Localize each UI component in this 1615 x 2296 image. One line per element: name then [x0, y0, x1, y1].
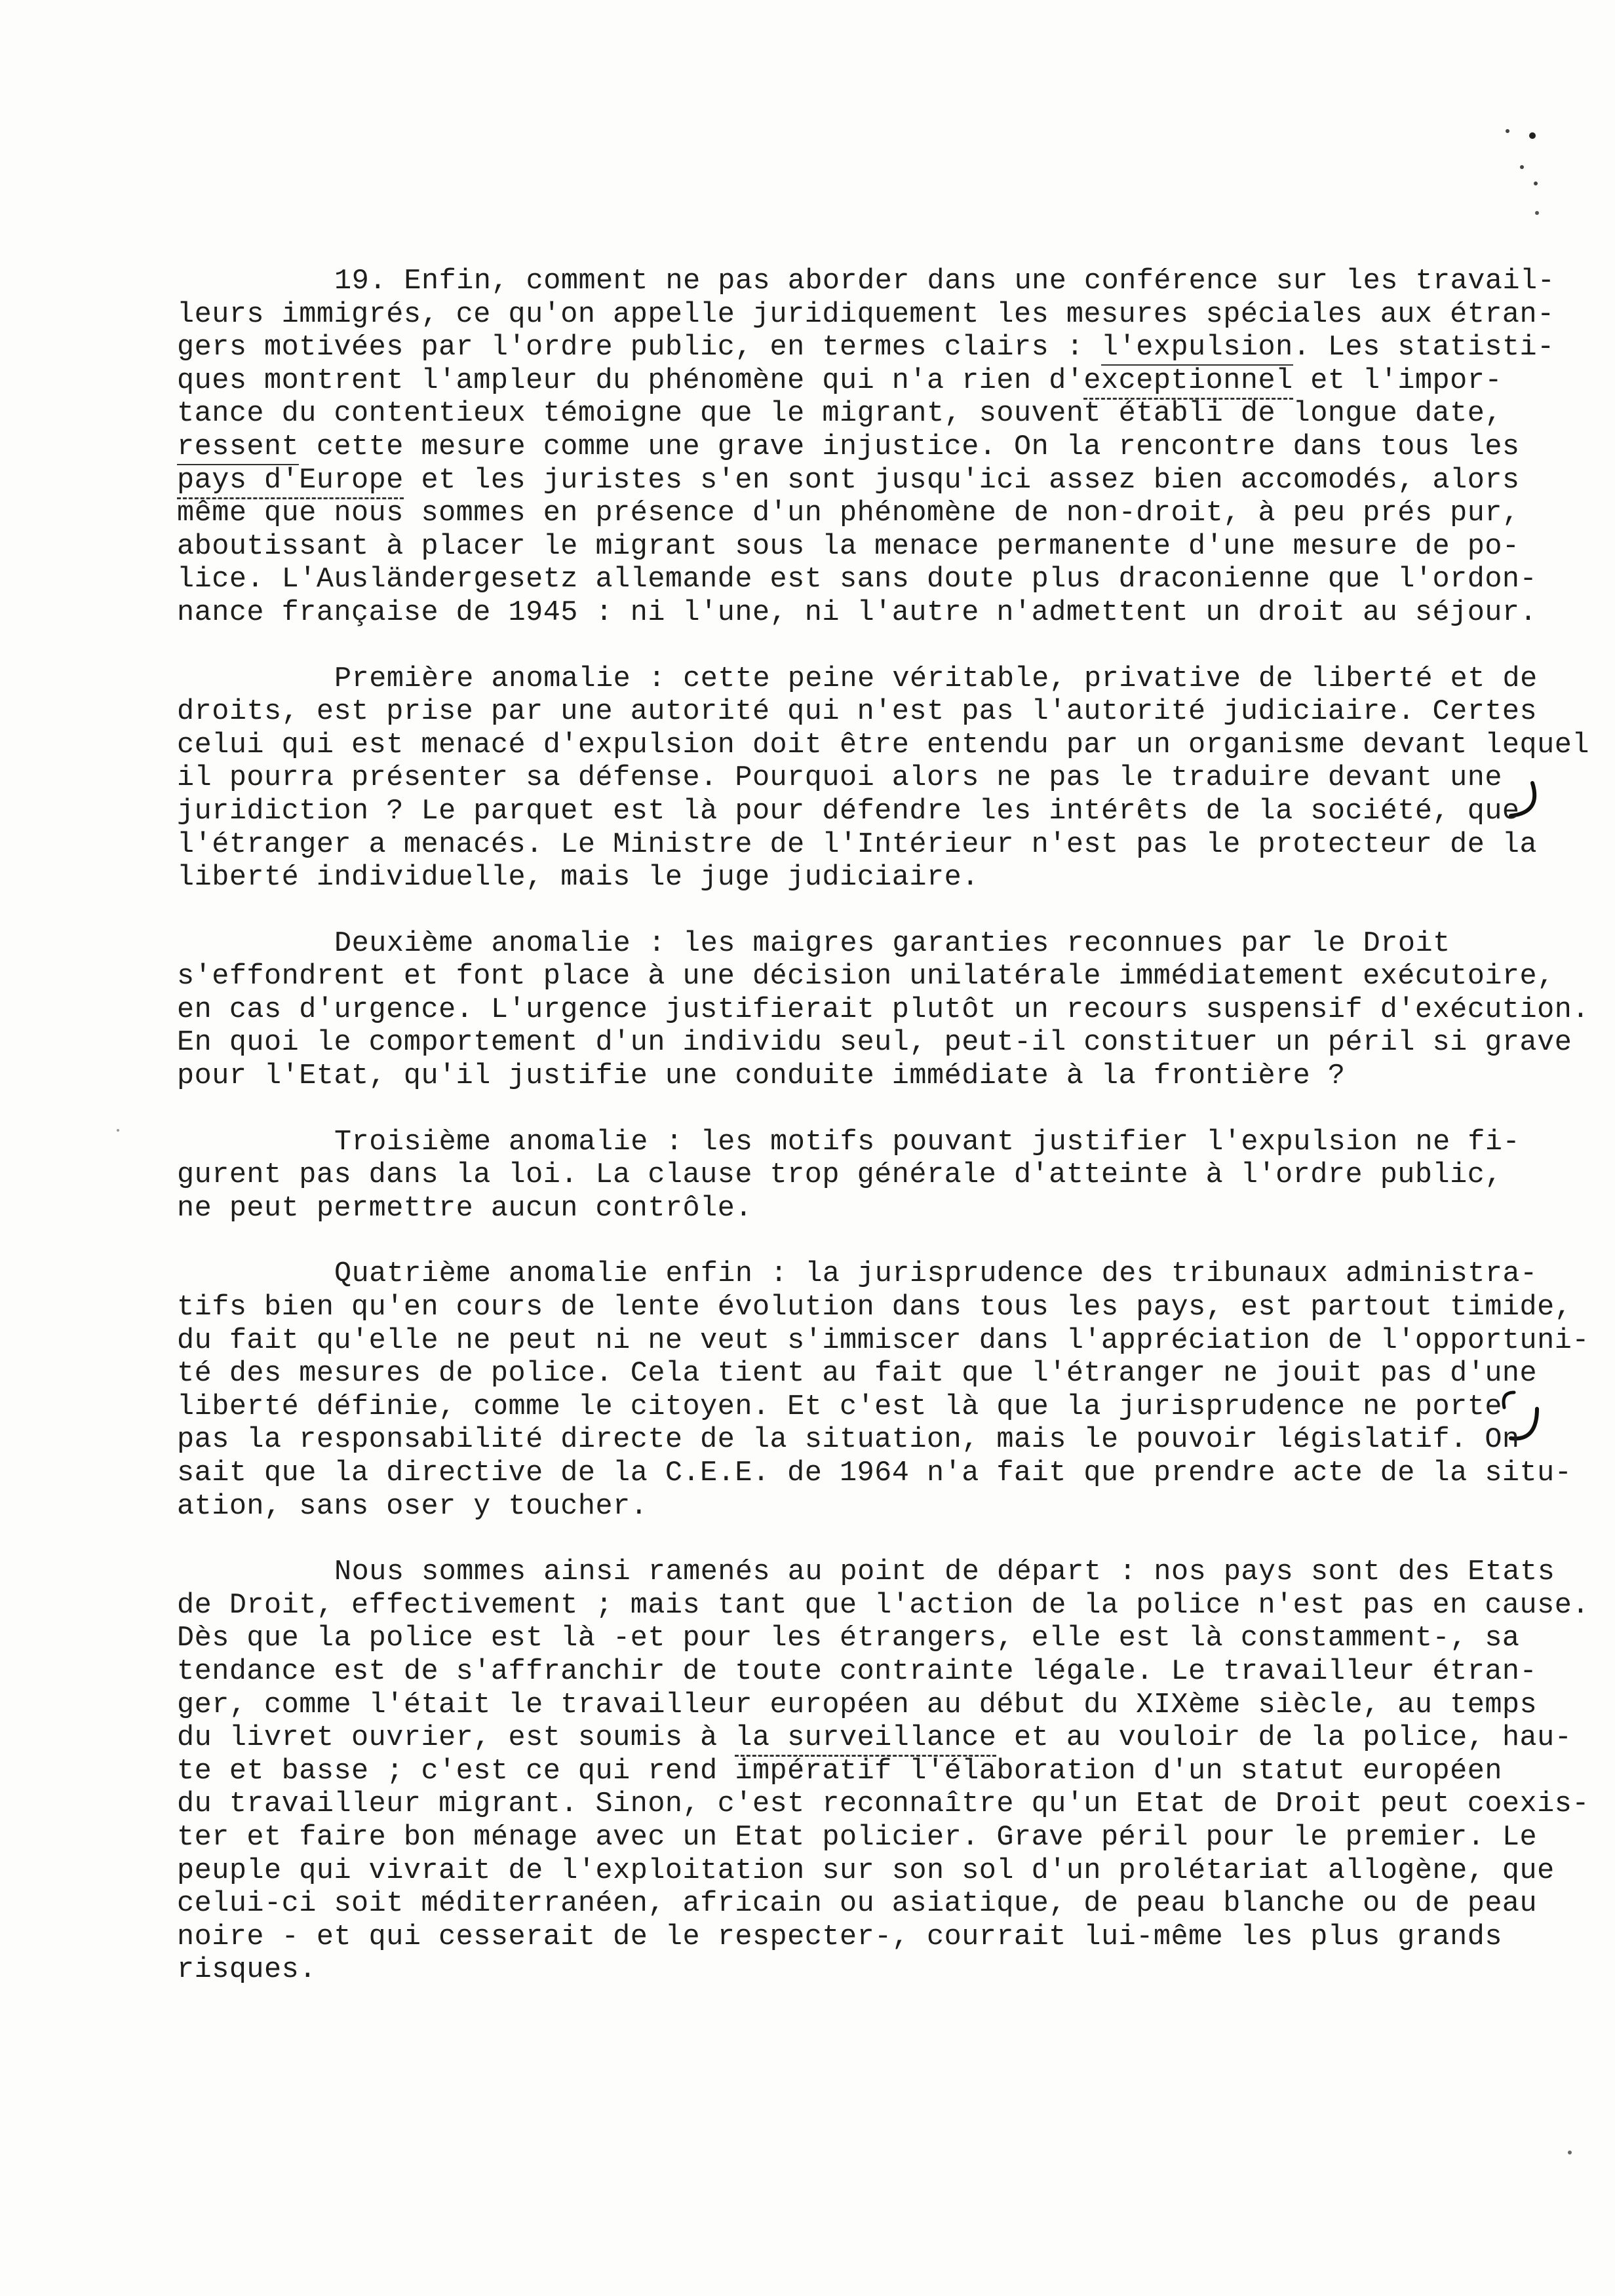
text-line: Première anomalie : cette peine véritable, privative de liberté et de: [334, 662, 1538, 695]
text-line: pour l'Etat, qu'il justifie une conduite immédiate à la frontière ?: [177, 1060, 1346, 1093]
paragraph-quatrieme-anomalie: [177, 1258, 1589, 1523]
text-line: te et basse ; c'est ce qui rend impératif l'élaboration d'un statut européen: [177, 1755, 1502, 1788]
text-segment: et au vouloir de la police, hau-: [996, 1722, 1572, 1755]
underlined-word: l'expulsion: [1101, 332, 1293, 366]
text-line: ne peut permettre aucun contrôle.: [177, 1192, 752, 1225]
text-segment: ques montrent l'ampleur du phénomène qui n'a rien d': [177, 364, 1084, 397]
text-line: en cas d'urgence. L'urgence justifierait plutôt un recours suspensif d'exécution.: [177, 993, 1589, 1026]
text-line: Dès que la police est là -et pour les étrangers, elle est là constamment-, sa: [177, 1622, 1520, 1655]
text-line: [177, 364, 1502, 398]
text-line: du travailleur migrant. Sinon, c'est reconnaître qu'un Etat de Droit peut coexis-: [177, 1788, 1589, 1821]
text-line: peuple qui vivrait de l'exploitation sur son sol d'un prolétariat allogène, que: [177, 1854, 1555, 1887]
text-line: tifs bien qu'en cours de lente évolution dans tous les pays, est partout timide,: [177, 1292, 1572, 1324]
text-line: tance du contentieux témoigne que le migrant, souvent établi de longue date,: [177, 398, 1502, 430]
text-line: s'effondrent et font place à une décision unilatérale immédiatement exécutoire,: [177, 961, 1555, 993]
text-line: ger, comme l'était le travailleur européen au début du XIXème siècle, au temps: [177, 1689, 1538, 1721]
scan-speck: [1568, 2151, 1572, 2154]
text-line: même que nous sommes en présence d'un phénomène de non-droit, à peu prés pur,: [177, 497, 1520, 530]
paragraph-deuxieme-anomalie: [177, 927, 1589, 1094]
scan-dot: [1535, 211, 1539, 215]
document-body: [177, 265, 1589, 1987]
text-line: gurent pas dans la loi. La clause trop générale d'atteinte à l'ordre public,: [177, 1159, 1502, 1192]
text-line: de Droit, effectivement ; mais tant que l'action de la police n'est pas en cause.: [177, 1589, 1589, 1622]
text-line: lice. L'Ausländergesetz allemande est sans doute plus draconienne que l'ordon-: [177, 564, 1538, 596]
text-line: pas la responsabilité directe de la situation, mais le pouvoir législatif. On: [177, 1424, 1520, 1457]
text-segment: cette mesure comme une grave injustice. On la rencontre dans tous les: [299, 430, 1520, 463]
text-line: ation, sans oser y toucher.: [177, 1490, 648, 1523]
text-line: liberté individuelle, mais le juge judiciaire.: [177, 862, 979, 894]
text-line: celui qui est menacé d'expulsion doit être entendu par un organisme devant lequel: [177, 729, 1589, 761]
paragraph-premiere-anomalie: [177, 662, 1589, 895]
text-line: ter et faire bon ménage avec un Etat policier. Grave péril pour le premier. Le: [177, 1821, 1538, 1854]
text-line: En quoi le comportement d'un individu seul, peut-il constituer un péril si grave: [177, 1027, 1572, 1060]
text-segment: . Les statisti-: [1293, 332, 1555, 364]
paragraph-19: [177, 265, 1555, 630]
scan-dot: [1506, 129, 1509, 133]
text-line: té des mesures de police. Cela tient au fait que l'étranger ne jouit pas d'une: [177, 1358, 1538, 1390]
text-line: liberté définie, comme le citoyen. Et c'est là que la jurisprudence ne porte: [177, 1390, 1502, 1423]
text-line: noire - et qui cesserait de le respecter-, courrait lui-même les plus grands: [177, 1921, 1502, 1953]
scan-speck: [117, 1129, 119, 1132]
text-line: Nous sommes ainsi ramenés au point de départ : nos pays sont des Etats: [334, 1556, 1555, 1589]
text-line: [177, 464, 1520, 498]
text-line: [177, 332, 1555, 365]
paragraph-conclusion: [177, 1556, 1589, 1987]
text-line: du fait qu'elle ne peut ni ne veut s'immiscer dans l'appréciation de l'opportuni-: [177, 1324, 1589, 1357]
underlined-word: la surveillance: [735, 1722, 996, 1757]
text-segment: du livret ouvrier, est soumis à: [177, 1722, 735, 1755]
scan-dot: [1529, 132, 1536, 139]
underlined-word: pays d'Europe: [177, 465, 404, 499]
text-line: Troisième anomalie : les motifs pouvant justifier l'expulsion ne fi-: [334, 1126, 1521, 1158]
underlined-word: exceptionnel: [1083, 365, 1293, 400]
text-line: 19. Enfin, comment ne pas aborder dans une conférence sur les travail-: [334, 265, 1555, 297]
text-line: risques.: [177, 1954, 317, 1987]
underlined-word: ressent: [177, 431, 299, 465]
text-line: Deuxième anomalie : les maigres garanties reconnues par le Droit: [334, 927, 1450, 960]
text-line: nance française de 1945 : ni l'une, ni l'autre n'admettent un droit au séjour.: [177, 596, 1538, 629]
text-line: il pourra présenter sa défense. Pourquoi alors ne pas le traduire devant une: [177, 762, 1502, 795]
text-segment: et les juristes s'en sont jusqu'ici assez bien accomodés, alors: [403, 464, 1520, 497]
text-line: droits, est prise par une autorité qui n'est pas l'autorité judiciaire. Certes: [177, 696, 1538, 729]
text-segment: gers motivées par l'ordre public, en termes clairs :: [177, 332, 1102, 364]
text-line: [177, 1722, 1572, 1755]
margin-curve-mark: [1504, 1392, 1514, 1407]
text-line: leurs immigrés, ce qu'on appelle juridiquement les mesures spéciales aux étran-: [177, 298, 1555, 331]
paragraph-troisieme-anomalie: [177, 1126, 1521, 1226]
text-line: [177, 430, 1520, 465]
text-line: sait que la directive de la C.E.E. de 1964 n'a fait que prendre acte de la situ-: [177, 1457, 1572, 1489]
scan-dot: [1534, 182, 1538, 185]
text-line: tendance est de s'affranchir de toute contrainte légale. Le travailleur étran-: [177, 1655, 1538, 1688]
text-line: juridiction ? Le parquet est là pour défendre les intérêts de la société, que: [177, 795, 1520, 828]
text-line: aboutissant à placer le migrant sous la menace permanente d'une mesure de po-: [177, 530, 1520, 563]
scan-dot: [1520, 165, 1524, 169]
text-line: Quatrième anomalie enfin : la jurisprudence des tribunaux administra-: [334, 1258, 1538, 1291]
text-segment: et l'impor-: [1293, 364, 1502, 397]
text-line: l'étranger a menacés. Le Ministre de l'Intérieur n'est pas le protecteur de la: [177, 828, 1538, 861]
text-line: celui-ci soit méditerranéen, africain ou asiatique, de peau blanche ou de peau: [177, 1888, 1538, 1921]
